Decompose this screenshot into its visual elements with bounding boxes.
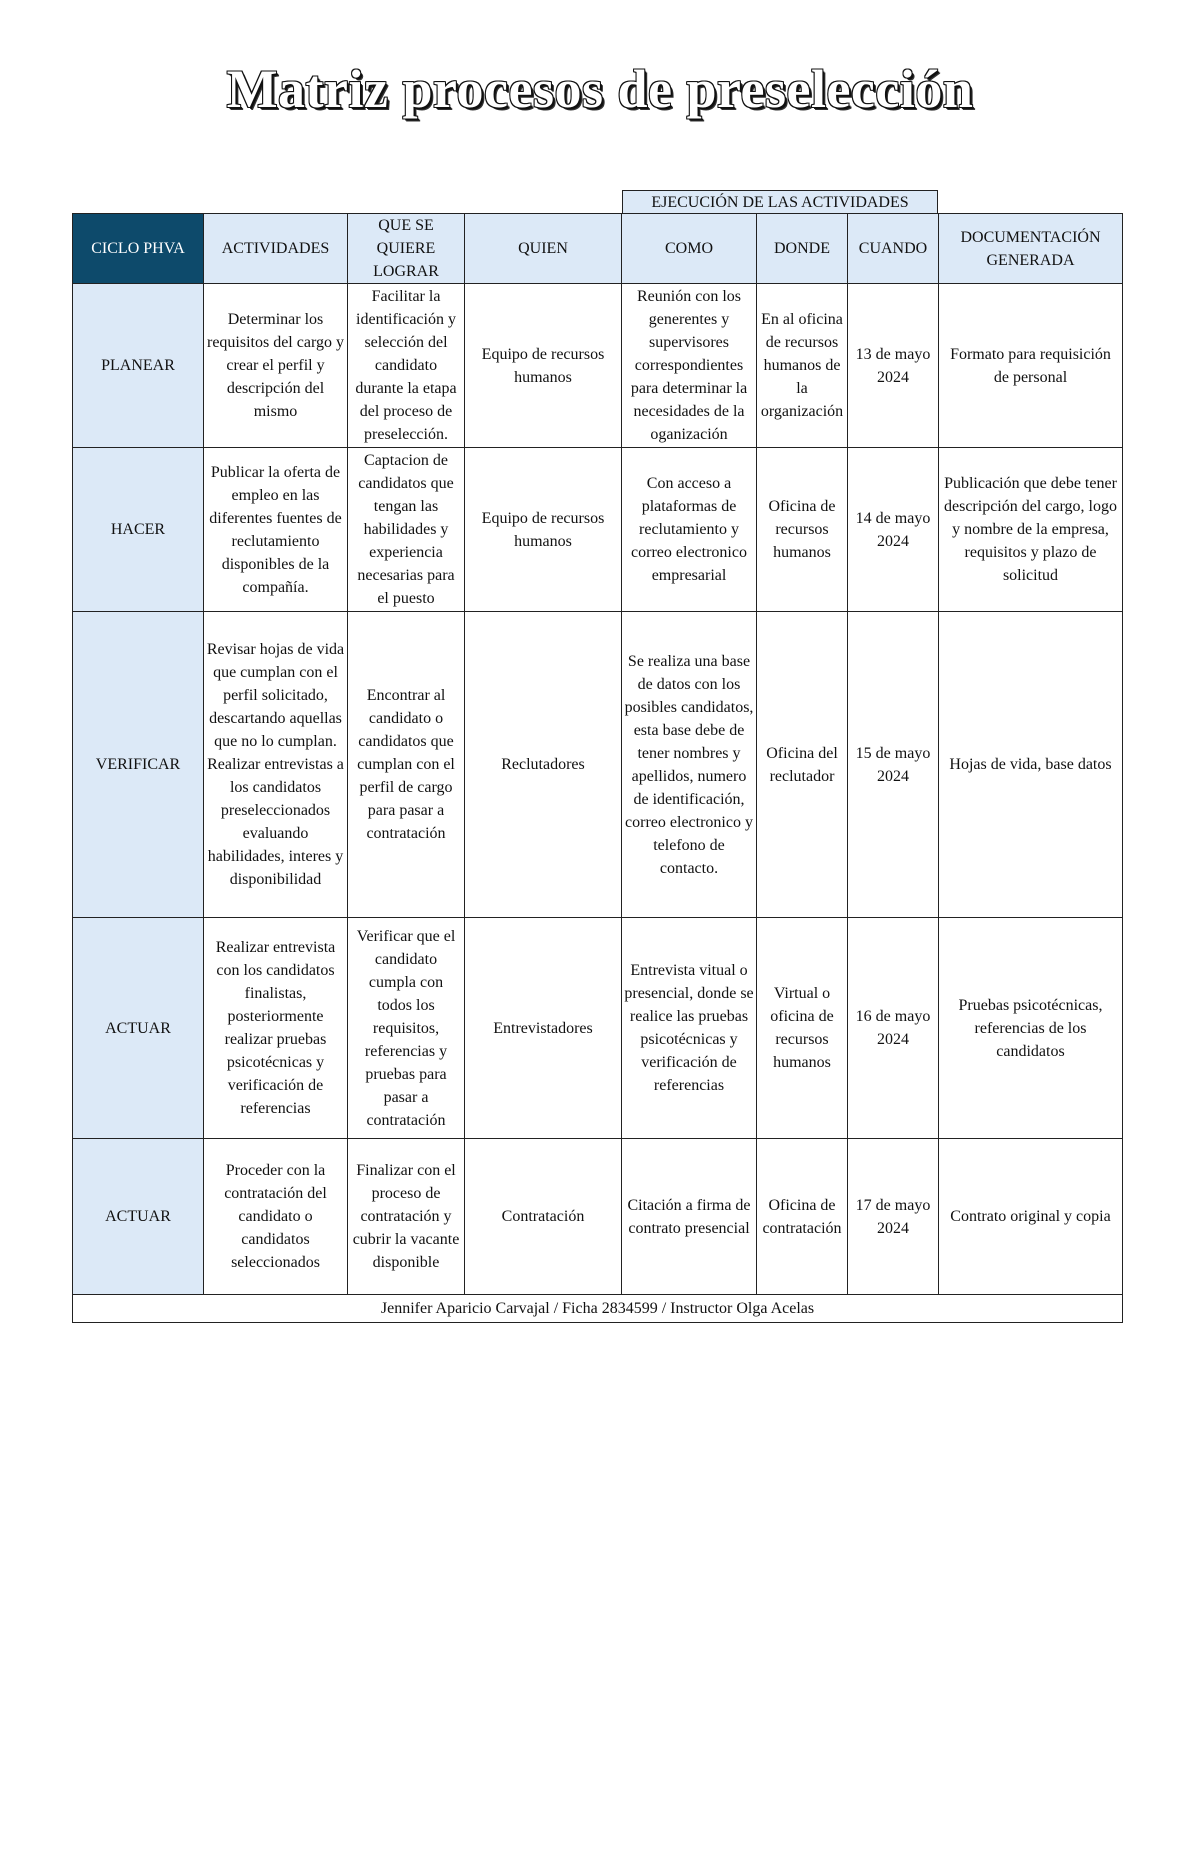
cell-quien: Entrevistadores <box>465 918 622 1139</box>
cell-actividades: Publicar la oferta de empleo en las diferentes fuentes de reclutamiento disponibles de la compañía. <box>204 448 348 612</box>
cell-documentacion: Publicación que debe tener descripción del cargo, logo y nombre de la empresa, requisitos y plazo de solicitud <box>939 448 1123 612</box>
table-row <box>73 612 1123 918</box>
cell-quien: Equipo de recursos humanos <box>465 448 622 612</box>
page-title: Matriz procesos de preselección <box>226 59 974 119</box>
cell-donde: En al oficina de recursos humanos de la organización <box>757 284 848 448</box>
cell-que-se-quiere: Facilitar la identificación y selección del candidato durante la etapa del proceso de preselección. <box>348 284 465 448</box>
cell-quien: Equipo de recursos humanos <box>465 284 622 448</box>
cell-como: Entrevista vitual o presencial, donde se realice las pruebas psicotécnicas y verificación de referencias <box>622 918 757 1139</box>
table-row <box>73 448 1123 612</box>
author-footer: Jennifer Aparicio Carvajal / Ficha 2834599 / Instructor Olga Acelas <box>73 1295 1123 1323</box>
cell-actividades: Proceder con la contratación del candidato o candidatos seleccionados <box>204 1139 348 1295</box>
cell-que-se-quiere: Encontrar al candidato o candidatos que cumplan con el perfil de cargo para pasar a contratación <box>348 612 465 918</box>
cell-actividades: Revisar hojas de vida que cumplan con el perfil solicitado, descartando aquellas que no lo cumplan. Realizar entrevistas a los candidatos preseleccionados evaluando habilidades, interes y disponibilidad <box>204 612 348 918</box>
cell-documentacion: Contrato original y copia <box>939 1139 1123 1295</box>
cell-documentacion: Hojas de vida, base datos <box>939 612 1123 918</box>
cell-ciclo: ACTUAR <box>73 1139 204 1295</box>
cell-como: Se realiza una base de datos con los posibles candidatos, esta base debe de tener nombres y apellidos, numero de identificación, correo electronico y telefono de contacto. <box>622 612 757 918</box>
cell-que-se-quiere: Verificar que el candidato cumpla con todos los requisitos, referencias y pruebas para pasar a contratación <box>348 918 465 1139</box>
cell-cuando: 17 de mayo 2024 <box>848 1139 939 1295</box>
footer-row <box>73 1295 1123 1323</box>
cell-donde: Virtual o oficina de recursos humanos <box>757 918 848 1139</box>
header-documentacion-generada: DOCUMENTACIÓN GENERADA <box>939 214 1123 284</box>
header-que-se-quiere-lograr: QUE SE QUIERE LOGRAR <box>348 214 465 284</box>
cell-ciclo: ACTUAR <box>73 918 204 1139</box>
cell-ciclo: VERIFICAR <box>73 612 204 918</box>
cell-que-se-quiere: Captacion de candidatos que tengan las habilidades y experiencia necesarias para el puesto <box>348 448 465 612</box>
cell-cuando: 16 de mayo 2024 <box>848 918 939 1139</box>
cell-donde: Oficina del reclutador <box>757 612 848 918</box>
cell-quien: Reclutadores <box>465 612 622 918</box>
cell-cuando: 15 de mayo 2024 <box>848 612 939 918</box>
cell-cuando: 14 de mayo 2024 <box>848 448 939 612</box>
cell-donde: Oficina de contratación <box>757 1139 848 1295</box>
header-donde: DONDE <box>757 214 848 284</box>
cell-quien: Contratación <box>465 1139 622 1295</box>
cell-donde: Oficina de recursos humanos <box>757 448 848 612</box>
execution-group-header: EJECUCIÓN DE LAS ACTIVIDADES <box>622 190 938 213</box>
cell-ciclo: HACER <box>73 448 204 612</box>
cell-como: Reunión con los generentes y supervisores correspondientes para determinar la necesidades de la oganización <box>622 284 757 448</box>
header-como: COMO <box>622 214 757 284</box>
preselection-matrix-table <box>72 213 1123 1323</box>
table-row <box>73 918 1123 1139</box>
header-actividades: ACTIVIDADES <box>204 214 348 284</box>
cell-ciclo: PLANEAR <box>73 284 204 448</box>
header-row <box>73 214 1123 284</box>
header-cuando: CUANDO <box>848 214 939 284</box>
header-quien: QUIEN <box>465 214 622 284</box>
cell-documentacion: Formato para requisición de personal <box>939 284 1123 448</box>
cell-cuando: 13 de mayo 2024 <box>848 284 939 448</box>
table-row <box>73 1139 1123 1295</box>
cell-como: Citación a firma de contrato presencial <box>622 1139 757 1295</box>
cell-documentacion: Pruebas psicotécnicas, referencias de los candidatos <box>939 918 1123 1139</box>
cell-actividades: Determinar los requisitos del cargo y crear el perfil y descripción del mismo <box>204 284 348 448</box>
cell-como: Con acceso a plataformas de reclutamiento y correo electronico empresarial <box>622 448 757 612</box>
cell-que-se-quiere: Finalizar con el proceso de contratación y cubrir la vacante disponible <box>348 1139 465 1295</box>
header-ciclo-phva: CICLO PHVA <box>73 214 204 284</box>
cell-actividades: Realizar entrevista con los candidatos finalistas, posteriormente realizar pruebas psicotécnicas y verificación de referencias <box>204 918 348 1139</box>
table-row <box>73 284 1123 448</box>
